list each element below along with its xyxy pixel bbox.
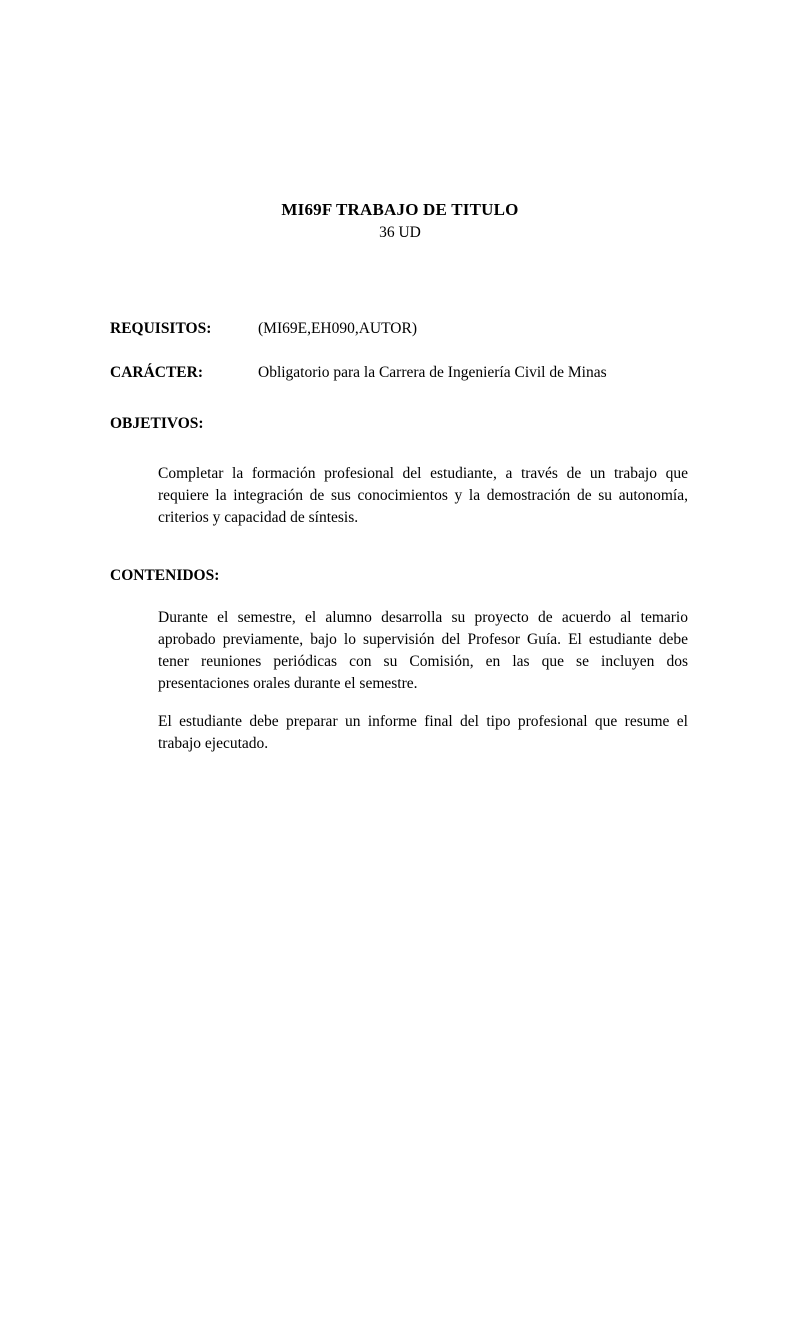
field-label-requisitos: REQUISITOS:: [110, 320, 212, 337]
section-heading-objetivos: OBJETIVOS:: [110, 415, 204, 432]
field-row-caracter: [0, 364, 800, 382]
section-body-contenidos: [0, 607, 800, 755]
paragraph: Durante el semestre, el alumno desarrolla su proyecto de acuerdo al temario aprobado previamente, bajo lo supervisión del Profesor Guía. El estudiante debe tener reuniones periódicas con su Comisión, en las que se incluyen dos presentaciones orales durante el semestre.: [158, 609, 688, 692]
title-block: [0, 200, 800, 242]
page-title: MI69F TRABAJO DE TITULO: [281, 200, 519, 219]
page-subtitle: 36 UD: [379, 224, 421, 241]
paragraph: Completar la formación profesional del estudiante, a través de un trabajo que requiere la integración de sus conocimientos y la demostración de su autonomía, criterios y capacidad de síntesis.: [158, 465, 688, 526]
section-heading-contenidos: CONTENIDOS:: [110, 567, 220, 584]
field-label-caracter: CARÁCTER:: [110, 364, 203, 381]
field-row-requisitos: [0, 320, 800, 338]
field-value-caracter: Obligatorio para la Carrera de Ingeniería Civil de Minas: [258, 364, 607, 381]
section-body-objetivos: [0, 463, 800, 529]
field-value-requisitos: (MI69E,EH090,AUTOR): [258, 320, 418, 337]
document-page: [0, 200, 800, 1332]
paragraph: El estudiante debe preparar un informe final del tipo profesional que resume el trabajo ejecutado.: [158, 713, 688, 752]
